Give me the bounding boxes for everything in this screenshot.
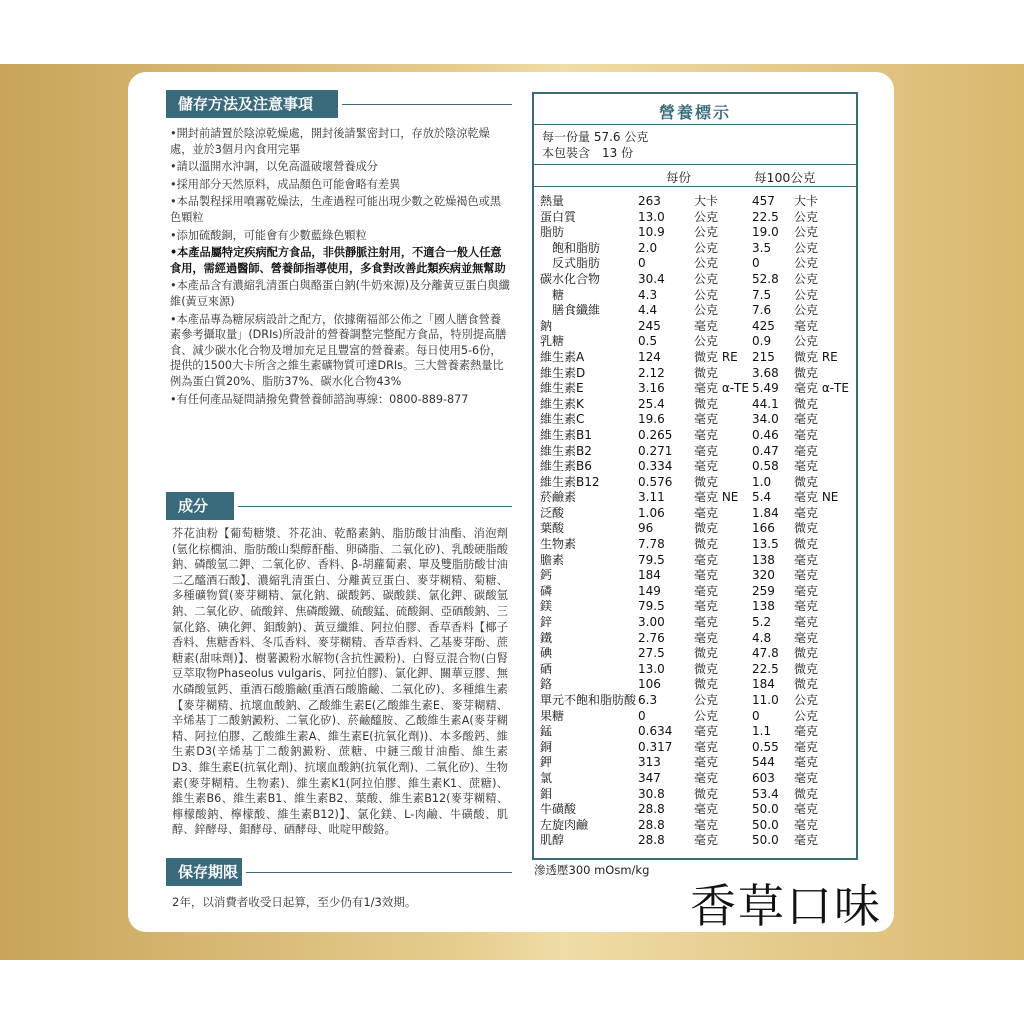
per-serving-unit: 公克 [694,256,719,271]
nutrient-name: 反式脂肪 [540,256,601,271]
storage-item: •採用部分天然原料，成品顏色可能會略有差異 [170,177,401,191]
per-serving-unit: 毫克 [694,583,719,598]
per-serving-value: 263 [638,194,661,208]
per-serving-unit: 毫克 [694,599,719,614]
per-100g-value: 457 [752,194,775,208]
per-100g-unit: 微克 [794,646,819,661]
nutrient-name: 銅 [540,739,553,754]
per-100g-value: 47.8 [752,646,779,661]
nutrition-row [540,584,852,600]
per-serving-value: 0 [638,708,646,723]
per-serving-value: 184 [638,568,661,583]
per-serving-value: 1.06 [638,505,665,520]
nutrient-name: 肌醇 [540,833,565,848]
per-serving-unit: 毫克 [694,412,719,427]
per-serving-value: 106 [638,677,661,692]
nutrition-row [540,241,852,257]
per-serving-unit: 毫克 [694,755,719,770]
per-serving-value: 0.271 [638,443,673,458]
per-100g-unit: 微克 [794,677,819,692]
nutrient-name: 鈣 [540,568,553,583]
nutrient-name: 維生素B6 [540,459,592,474]
per-100g-unit: 毫克 [794,583,819,598]
per-100g-unit: 微克 [794,521,819,536]
nutrient-name: 維生素B2 [540,443,592,458]
per-serving-unit: 公克 [694,287,719,302]
per-100g-value: 0.47 [752,443,779,458]
per-100g-unit: 公克 [794,334,819,349]
per-serving-value: 79.5 [638,599,665,614]
flavor-label: 香草口味 [690,879,882,933]
per-serving-unit: 微克 [694,661,719,676]
per-serving-value: 0.5 [638,334,658,349]
storage-heading: 儲存方法及注意事項 [166,90,342,118]
per-100g-value: 1.84 [752,505,779,520]
per-serving-unit: 毫克 [694,443,719,458]
ingredients-text: 芥花油粉【葡萄糖漿、芥花油、乾酪素鈉、脂肪酸甘油酯、消泡劑(氫化棕櫚油、脂肪酸山梨醇酐酯、卵磷脂、二氧化矽)、乳酸硬脂酸鈉、磷酸氫二鉀、二氧化矽、香料、β-胡蘿蔔素、單及雙脂肪酸甘油二乙醯酒石酸】、濃縮乳清蛋白、分離黃豆蛋白、麥芽糊精、菊糖、多種礦物質(麥芽糊精、氯化鈉、碳酸鈣、碳酸鎂、氯化鉀、碳酸氫鈉、二氧化矽、硫酸鋅、焦磷酸鐵、硫酸錳、硫酸銅、亞硒酸鈉、三氯化鉻、碘化鉀、鉬酸鈉)、黃豆纖維、阿拉伯膠、香草香料【椰子香料、焦糖香料、冬瓜香料、麥芽糊精、香草香料、乙基麥芽酚、蔗糖素(甜味劑)】、樹薯澱粉水解物(含抗性澱粉)、白腎豆混合物(白腎豆萃取物Phaseolus vulgaris、阿拉伯膠)、氯化鉀、關華豆膠、無水磷酸氫鈣、重酒石酸膽鹼(重酒石酸膽鹼、二氧化矽)、多種維生素【麥芽糊精、抗壞血酸鈉、乙酸維生素E(乙酸維生素E、麥芽糊精、辛烯基丁二酸鈉澱粉、二氧化矽)、菸鹼醯胺、乙酸維生素A(麥芽糊精、阿拉伯膠、乙酸維生素A、維生素E(抗氧化劑))、本多酸鈣、維生素D3(辛烯基丁二酸鈉澱粉、蔗糖、中鏈三酸甘油酯、維生素D3、維生素E(抗氧化劑)、抗壞血酸鈉(抗氧化劑)、二氧化矽)、生物素(麥芽糊精、生物素)、維生素K1(阿拉伯膠、維生素K1、蔗糖)、維生素B6、維生素B1、維生素B2、葉酸、維生素B12(麥芽糊精、檸檬酸鈉、檸檬酸、維生素B12)】、氯化鎂、L-肉鹼、牛磺酸、肌醇、鋅酵母、鉬酵母、硒酵母、吡啶甲酸鉻。 [172,527,508,837]
nutrient-name: 牛磺酸 [540,802,577,817]
per-100g-unit: 公克 [794,225,819,240]
nutrition-row [540,677,852,693]
nutrition-row [540,506,852,522]
nutrition-row [540,568,852,584]
per-100g-value: 544 [752,755,775,770]
per-serving-unit: 毫克 [694,817,719,832]
per-100g-value: 184 [752,677,775,692]
nutrition-row [540,693,852,709]
per-serving-value: 0.334 [638,459,673,474]
per-100g-unit: 公克 [794,303,819,318]
storage-heading-rule [342,104,512,105]
nutrient-name: 鋅 [540,615,553,630]
per-serving-unit: 微克 [694,474,719,489]
per-100g-unit: 毫克 [794,615,819,630]
per-100g-unit: 公克 [794,240,819,255]
per-100g-unit: 毫克 [794,833,819,848]
nutrition-row [540,256,852,272]
nutrition-row [540,397,852,413]
storage-instructions [170,126,510,409]
nutrition-row [540,303,852,319]
shelf-life-heading-rule [246,872,512,873]
per-serving-value: 245 [638,318,661,333]
nutrient-name: 硒 [540,661,553,676]
nutrient-name: 鉻 [540,677,553,692]
per-100g-unit: 公克 [794,256,819,271]
per-100g-unit: 毫克 [794,802,819,817]
nutrient-name: 果糖 [540,708,565,723]
per-100g-unit: 微克 [794,786,819,801]
per-100g-value: 13.5 [752,537,779,552]
nutrition-row [540,631,852,647]
per-serving-unit: 微克 RE [694,349,738,364]
nutrient-name: 乳糖 [540,334,565,349]
nutrient-name: 鎂 [540,599,553,614]
per-serving-value: 347 [638,770,661,785]
per-serving-unit: 毫克 [694,427,719,442]
per-100g-value: 3.5 [752,240,772,255]
per-serving-value: 2.0 [638,240,658,255]
per-serving-unit: 微克 [694,677,719,692]
per-serving-value: 4.3 [638,287,658,302]
per-100g-unit: 毫克 [794,599,819,614]
storage-item: •本產品屬特定疾病配方食品，非供靜脈注射用，不適合一般人任意食用，需經過醫師、營養師指導使用，多食對改善此類疾病並無幫助 [170,246,506,275]
per-serving-value: 30.8 [638,786,665,801]
per-serving-value: 10.9 [638,225,665,240]
per-100g-value: 138 [752,599,775,614]
nutrient-name: 磷 [540,583,553,598]
nutrition-row [540,615,852,631]
nutrient-name: 維生素A [540,349,585,364]
per-serving-unit: 毫克 [694,552,719,567]
shelf-life-heading: 保存期限 [166,858,246,886]
per-serving-unit: 公克 [694,708,719,723]
nutrient-name: 鉀 [540,755,553,770]
per-100g-unit: 毫克 [794,459,819,474]
per-100g-value: 5.2 [752,615,772,630]
nutrition-row [540,444,852,460]
nutrition-row [540,709,852,725]
nutrition-row [540,459,852,475]
per-serving-unit: 毫克 [694,505,719,520]
storage-item: •本產品含有濃縮乳清蛋白與酪蛋白鈉(牛奶來源)及分離黃豆蛋白與纖維(黃豆來源) [170,279,510,308]
per-100g-value: 52.8 [752,271,779,286]
nutrition-row [540,319,852,335]
per-100g-value: 0 [752,256,760,271]
per-serving-value: 28.8 [638,802,665,817]
per-serving-unit: 毫克 [694,630,719,645]
per-serving-unit: 公克 [694,240,719,255]
per-100g-value: 138 [752,552,775,567]
nutrition-row [540,755,852,771]
per-100g-value: 7.5 [752,287,772,302]
per-100g-value: 603 [752,770,775,785]
storage-item: •添加硫酸銅，可能會有少數藍綠色顆粒 [170,228,367,242]
storage-item: •本產品專為糖尿病設計之配方，依據衛福部公佈之「國人膳食營養素參考攝取量」(DRIs)所設計的營養調整完整配方食品，特別提高膳食、減少碳水化合物及增加充足且豐富的營養素。每日使用5-6份，提供的1500大卡所含之維生素礦物質可達DRIs。三大營養素熱量比例為蛋白質20%、脂肪37%、碳水化合物43% [170,312,507,388]
per-serving-value: 124 [638,349,661,364]
serving-size: 每一份量 57.6 公克 [542,130,649,144]
per-100g-value: 7.6 [752,303,772,318]
per-100g-value: 0.9 [752,334,772,349]
per-serving-unit: 毫克 [694,318,719,333]
nutrient-name: 熱量 [540,194,565,208]
nutrient-name: 左旋肉鹼 [540,817,589,832]
per-100g-value: 215 [752,349,775,364]
per-serving-unit: 公克 [694,225,719,240]
per-100g-value: 259 [752,583,775,598]
per-serving-value: 2.12 [638,365,665,380]
per-serving-unit: 毫克 [694,739,719,754]
per-100g-unit: 公克 [794,287,819,302]
per-serving-unit: 公克 [694,209,719,224]
per-serving-unit: 毫克 [694,833,719,848]
per-100g-unit: 毫克 [794,630,819,645]
per-100g-unit: 毫克 [794,505,819,520]
per-serving-value: 0.317 [638,739,673,754]
per-100g-value: 5.49 [752,381,779,396]
per-serving-unit: 微克 [694,646,719,661]
per-100g-unit: 毫克 [794,443,819,458]
per-100g-value: 19.0 [752,225,779,240]
per-serving-value: 27.5 [638,646,665,661]
nutrition-row [540,428,852,444]
per-100g-unit: 毫克 [794,427,819,442]
header-rule [534,186,856,187]
storage-item: •本品製程採用噴霧乾燥法，生產過程可能出現少數之乾燥褐色或黑色顆粒 [170,195,502,224]
per-100g-unit: 公克 [794,271,819,286]
per-100g-value: 1.1 [752,724,772,739]
per-100g-value: 50.0 [752,817,779,832]
per-100g-value: 4.8 [752,630,772,645]
per-serving-value: 28.8 [638,817,665,832]
servings-per-package: 本包裝含 13 份 [542,146,634,160]
nutrient-name: 菸鹼素 [540,490,577,505]
ingredients-heading: 成分 [166,492,238,520]
per-100g-unit: 毫克 α-TE [794,381,849,396]
per-100g-value: 34.0 [752,412,779,427]
per-serving-unit: 微克 [694,396,719,411]
per-100g-value: 1.0 [752,474,772,489]
nutrition-row [540,210,852,226]
nutrition-facts-table [532,92,858,860]
nutrition-row [540,334,852,350]
nutrition-row [540,553,852,569]
nutrient-name: 鐵 [540,630,553,645]
per-serving-value: 0.634 [638,724,673,739]
nutrient-name: 鉬 [540,786,553,801]
per-serving-unit: 毫克 [694,724,719,739]
per-serving-value: 3.16 [638,381,665,396]
nutrition-row [540,818,852,834]
nutrition-row [540,833,852,849]
nutrition-row [540,194,852,210]
per-serving-unit: 微克 [694,521,719,536]
per-serving-value: 6.3 [638,693,658,707]
nutrition-title: 營養標示 [658,103,731,122]
per-100g-value: 53.4 [752,786,779,801]
per-serving-unit: 微克 [694,537,719,552]
per-100g-unit: 微克 RE [794,349,838,364]
nutrition-row [540,490,852,506]
per-100g-unit: 公克 [794,693,819,707]
nutrient-name: 氯 [540,770,553,785]
per-100g-value: 22.5 [752,661,779,676]
per-serving-value: 13.0 [638,209,665,224]
nutrient-name: 脂肪 [540,225,565,240]
per-serving-unit: 公克 [694,693,719,707]
per-100g-unit: 毫克 [794,817,819,832]
per-serving-value: 79.5 [638,552,665,567]
nutrition-row [540,288,852,304]
nutrient-name: 生物素 [540,537,577,552]
per-100g-unit: 公克 [794,209,819,224]
nutrient-name: 蛋白質 [540,209,577,224]
per-100g-value: 3.68 [752,365,779,380]
per-100g-unit: 毫克 [794,412,819,427]
nutrition-rows [540,194,852,849]
nutrient-name: 糖 [540,287,565,302]
nutrition-row [540,521,852,537]
per-serving-value: 19.6 [638,412,665,427]
per-100g-unit: 毫克 [794,318,819,333]
nutrition-row [540,662,852,678]
per-serving-unit: 微克 [694,786,719,801]
nutrition-row [540,646,852,662]
nutrition-row [540,412,852,428]
osmolality: 滲透壓300 mOsm/kg [534,863,650,877]
per-100g-value: 0.55 [752,739,779,754]
per-serving-unit: 毫克 [694,770,719,785]
nutrient-name: 維生素B1 [540,427,592,442]
per-serving-value: 7.78 [638,537,665,552]
nutrient-name: 單元不飽和脂肪酸 [540,693,637,707]
nutrient-name: 葉酸 [540,521,565,536]
per-serving-value: 4.4 [638,303,658,318]
nutrient-name: 碘 [540,646,553,661]
per-serving-unit: 毫克 [694,802,719,817]
per-100g-unit: 毫克 NE [794,490,839,505]
per-serving-value: 0.576 [638,474,673,489]
col-per-serving: 每份 [666,170,692,185]
per-serving-value: 313 [638,755,661,770]
nutrition-row [540,787,852,803]
per-serving-unit: 毫克 α-TE [694,381,749,396]
per-100g-unit: 毫克 [794,724,819,739]
per-serving-unit: 微克 [694,365,719,380]
nutrition-row [540,724,852,740]
per-serving-value: 2.76 [638,630,665,645]
per-100g-value: 320 [752,568,775,583]
per-100g-unit: 微克 [794,396,819,411]
nutrition-title-rule [534,124,856,125]
per-100g-value: 0 [752,708,760,723]
per-100g-unit: 微克 [794,661,819,676]
per-serving-value: 3.00 [638,615,665,630]
per-100g-unit: 微克 [794,537,819,552]
nutrient-name: 錳 [540,724,553,739]
nutrition-row [540,740,852,756]
nutrition-row [540,537,852,553]
nutrition-row [540,599,852,615]
per-serving-unit: 毫克 [694,459,719,474]
nutrient-name: 飽和脂肪 [540,240,601,255]
per-serving-value: 0.265 [638,427,673,442]
nutrition-row [540,475,852,491]
nutrient-name: 維生素C [540,412,585,427]
storage-item: •請以溫開水沖調，以免高溫破壞營養成分 [170,160,378,174]
per-100g-unit: 毫克 [794,568,819,583]
nutrient-name: 維生素K [540,396,584,411]
ingredients-heading-rule [238,506,512,507]
per-serving-value: 28.8 [638,833,665,848]
nutrient-name: 膳食纖維 [540,303,601,318]
nutrient-name: 維生素E [540,381,584,396]
nutrition-row [540,381,852,397]
per-100g-value: 166 [752,521,775,536]
per-100g-unit: 毫克 [794,739,819,754]
per-serving-unit: 毫克 [694,615,719,630]
per-100g-value: 0.58 [752,459,779,474]
per-100g-value: 50.0 [752,833,779,848]
storage-item: •開封前請置於陰涼乾燥處，開封後請緊密封口，存放於陰涼乾燥處，並於3個月內食用完畢 [170,127,490,156]
per-100g-unit: 微克 [794,365,819,380]
nutrient-name: 鈉 [540,318,553,333]
nutrient-name: 膽素 [540,552,565,567]
per-serving-unit: 公克 [694,303,719,318]
per-serving-unit: 毫克 [694,568,719,583]
nutrition-row [540,272,852,288]
shelf-life-text: 2年，以消費者收受日起算，至少仍有1/3效期。 [172,895,417,909]
per-100g-value: 11.0 [752,693,779,707]
nutrition-row [540,802,852,818]
per-100g-value: 44.1 [752,396,779,411]
nutrition-row [540,225,852,241]
per-serving-unit: 公克 [694,334,719,349]
nutrient-name: 維生素B12 [540,474,600,489]
per-100g-value: 425 [752,318,775,333]
nutrient-name: 碳水化合物 [540,271,601,286]
nutrition-row [540,350,852,366]
per-100g-unit: 大卡 [794,194,819,208]
per-100g-unit: 毫克 [794,755,819,770]
per-100g-unit: 毫克 [794,552,819,567]
per-serving-value: 96 [638,521,654,536]
nutrition-row [540,366,852,382]
per-100g-unit: 微克 [794,474,819,489]
nutrient-name: 泛酸 [540,505,565,520]
per-serving-value: 30.4 [638,271,665,286]
per-100g-value: 5.4 [752,490,772,505]
nutrition-row [540,771,852,787]
per-serving-value: 149 [638,583,661,598]
per-100g-value: 50.0 [752,802,779,817]
per-serving-value: 13.0 [638,661,665,676]
per-serving-unit: 大卡 [694,194,719,208]
per-serving-value: 3.11 [638,490,665,505]
per-100g-value: 22.5 [752,209,779,224]
per-100g-unit: 公克 [794,708,819,723]
per-serving-value: 0 [638,256,646,271]
nutrient-name: 維生素D [540,365,586,380]
storage-item: •有任何產品疑問請撥免費營養師諮詢專線：0800-889-877 [170,392,469,406]
per-serving-value: 25.4 [638,396,665,411]
col-per-100g: 每100公克 [754,170,816,185]
serving-rule [534,164,856,165]
per-serving-unit: 公克 [694,271,719,286]
per-100g-unit: 毫克 [794,770,819,785]
per-serving-unit: 毫克 NE [694,490,739,505]
per-100g-value: 0.46 [752,427,779,442]
